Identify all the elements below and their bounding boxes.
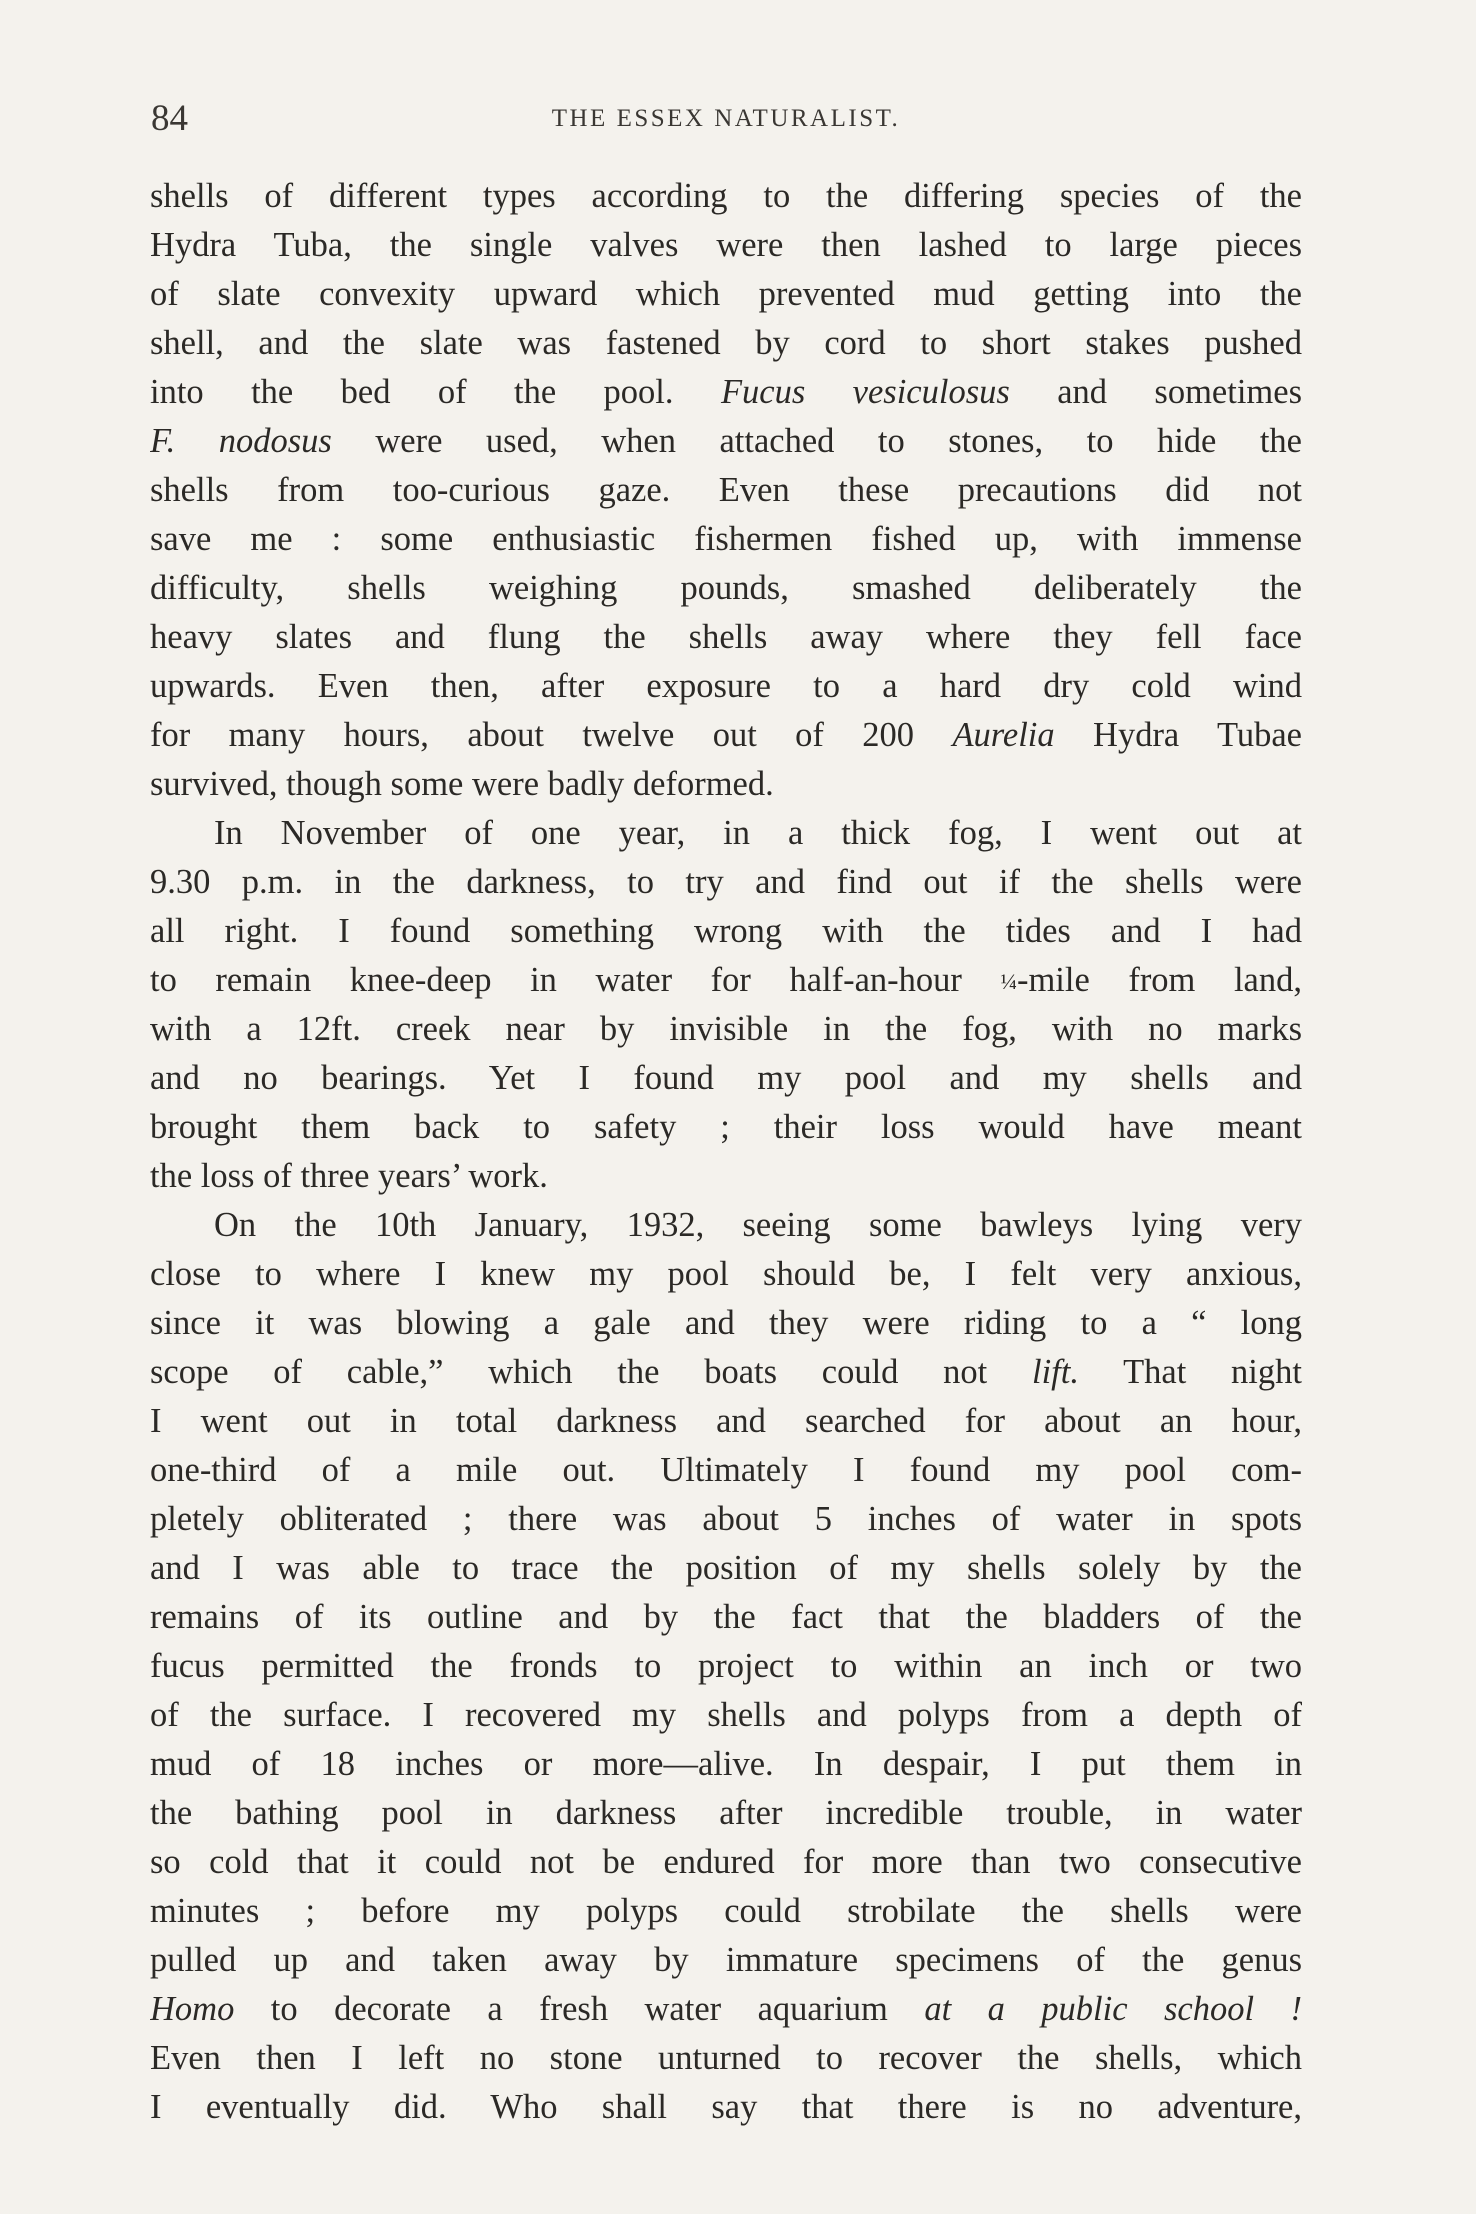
text-line <box>150 2083 1302 2132</box>
text-line <box>150 1642 1302 1691</box>
running-head: THE ESSEX NATURALIST. <box>551 105 901 132</box>
text-segment: Hydra Tuba, the single valves were then lashed to large pieces <box>150 226 1302 264</box>
text-line <box>150 466 1302 515</box>
page-number: 84 <box>151 98 188 139</box>
text-line <box>150 1054 1302 1103</box>
text-segment: of slate convexity upward which prevented mud getting into the <box>150 275 1302 313</box>
body-text <box>150 172 1302 2132</box>
text-line <box>150 858 1302 907</box>
text-line <box>150 1495 1302 1544</box>
text-line <box>150 1936 1302 1985</box>
text-segment: since it was blowing a gale and they were riding to a “ long <box>150 1304 1302 1342</box>
italic-text: Homo <box>150 1990 235 2028</box>
text-segment: and sometimes <box>1009 373 1302 411</box>
text-segment: survived, though some were badly deformed. <box>150 765 774 803</box>
text-segment: to decorate a fresh water aquarium <box>234 1990 925 2028</box>
text-segment: shells of different types according to the differing species of the <box>150 177 1302 215</box>
text-segment: one-third of a mile out. Ultimately I found my pool com- <box>150 1451 1302 1489</box>
text-segment: 9.30 p.m. in the darkness, to try and find out if the shells were <box>150 863 1302 901</box>
text-segment: were used, when attached to stones, to hide the <box>331 422 1302 460</box>
text-segment: upwards. Even then, after exposure to a hard dry cold wind <box>150 667 1302 705</box>
text-line <box>150 1544 1302 1593</box>
text-line <box>150 1103 1302 1152</box>
text-line <box>150 956 1302 1005</box>
text-line <box>150 1985 1302 2034</box>
text-line <box>150 1446 1302 1495</box>
text-line <box>150 172 1302 221</box>
text-segment: heavy slates and flung the shells away where they fell face <box>150 618 1302 656</box>
text-segment: difficulty, shells weighing pounds, smashed deliberately the <box>150 569 1302 607</box>
text-line <box>150 809 1302 858</box>
text-line <box>150 1789 1302 1838</box>
text-segment: of the surface. I recovered my shells and polyps from a depth of <box>150 1696 1302 1734</box>
text-segment: pulled up and taken away by immature specimens of the genus <box>150 1941 1302 1979</box>
fraction-text: ¼ <box>1000 969 1017 994</box>
text-line <box>150 319 1302 368</box>
text-line <box>150 1299 1302 1348</box>
text-line <box>150 907 1302 956</box>
italic-text: lift. <box>1032 1353 1079 1391</box>
text-segment: into the bed of the pool. <box>150 373 721 411</box>
text-segment: so cold that it could not be endured for more than two consecutive <box>150 1843 1302 1881</box>
text-line <box>150 417 1302 466</box>
text-line <box>150 1887 1302 1936</box>
text-segment: all right. I found something wrong with the tides and I had <box>150 912 1302 950</box>
text-segment: and I was able to trace the position of my shells solely by the <box>150 1549 1302 1587</box>
text-segment: In November of one year, in a thick fog, I went out at <box>214 814 1302 852</box>
text-line <box>150 711 1302 760</box>
text-segment: the loss of three years’ work. <box>150 1157 548 1195</box>
text-line <box>150 613 1302 662</box>
text-line <box>150 564 1302 613</box>
text-segment: I eventually did. Who shall say that there is no adventure, <box>150 2088 1302 2126</box>
text-line <box>150 760 1302 809</box>
text-line <box>150 515 1302 564</box>
text-segment: remains of its outline and by the fact that the bladders of the <box>150 1598 1302 1636</box>
text-segment: shells from too-curious gaze. Even these precautions did not <box>150 471 1302 509</box>
italic-text: F. nodosus <box>150 422 332 460</box>
text-segment: scope of cable,” which the boats could not <box>150 1353 1032 1391</box>
text-segment: That night <box>1078 1353 1302 1391</box>
text-segment: and no bearings. Yet I found my pool and my shells and <box>150 1059 1302 1097</box>
text-line <box>150 1152 1302 1201</box>
text-segment: to remain knee-deep in water for half-an-hour <box>150 961 1001 999</box>
text-line <box>150 1397 1302 1446</box>
italic-text: Fucus vesiculosus <box>720 373 1010 411</box>
text-segment: fucus permitted the fronds to project to within an inch or two <box>150 1647 1302 1685</box>
text-line <box>150 1740 1302 1789</box>
text-line <box>150 1593 1302 1642</box>
text-segment: On the 10th January, 1932, seeing some bawleys lying very <box>214 1206 1302 1244</box>
page-header <box>151 96 1301 142</box>
text-line <box>150 1691 1302 1740</box>
italic-text: Aurelia <box>952 716 1055 754</box>
text-segment: with a 12ft. creek near by invisible in the fog, with no marks <box>150 1010 1302 1048</box>
text-line <box>150 2034 1302 2083</box>
text-line <box>150 270 1302 319</box>
italic-text: at a public school ! <box>924 1990 1302 2028</box>
text-line <box>150 221 1302 270</box>
text-segment: minutes ; before my polyps could strobilate the shells were <box>150 1892 1302 1930</box>
text-line <box>150 1250 1302 1299</box>
text-line <box>150 368 1302 417</box>
text-segment: for many hours, about twelve out of 200 <box>150 716 953 754</box>
text-segment: save me : some enthusiastic fishermen fished up, with immense <box>150 520 1302 558</box>
text-segment: mud of 18 inches or more—alive. In despair, I put them in <box>150 1745 1302 1783</box>
text-segment: -mile from land, <box>1016 961 1302 999</box>
text-segment: close to where I knew my pool should be, I felt very anxious, <box>150 1255 1302 1293</box>
text-segment: the bathing pool in darkness after incredible trouble, in water <box>150 1794 1302 1832</box>
text-line <box>150 1838 1302 1887</box>
text-line <box>150 1005 1302 1054</box>
text-segment: I went out in total darkness and searched for about an hour, <box>150 1402 1302 1440</box>
text-segment: Hydra Tubae <box>1054 716 1302 754</box>
text-segment: Even then I left no stone unturned to recover the shells, which <box>150 2039 1302 2077</box>
text-segment: pletely obliterated ; there was about 5 inches of water in spots <box>150 1500 1302 1538</box>
text-line <box>150 662 1302 711</box>
text-segment: shell, and the slate was fastened by cord to short stakes pushed <box>150 324 1302 362</box>
text-line <box>150 1201 1302 1250</box>
text-segment: brought them back to safety ; their loss would have meant <box>150 1108 1302 1146</box>
text-line <box>150 1348 1302 1397</box>
